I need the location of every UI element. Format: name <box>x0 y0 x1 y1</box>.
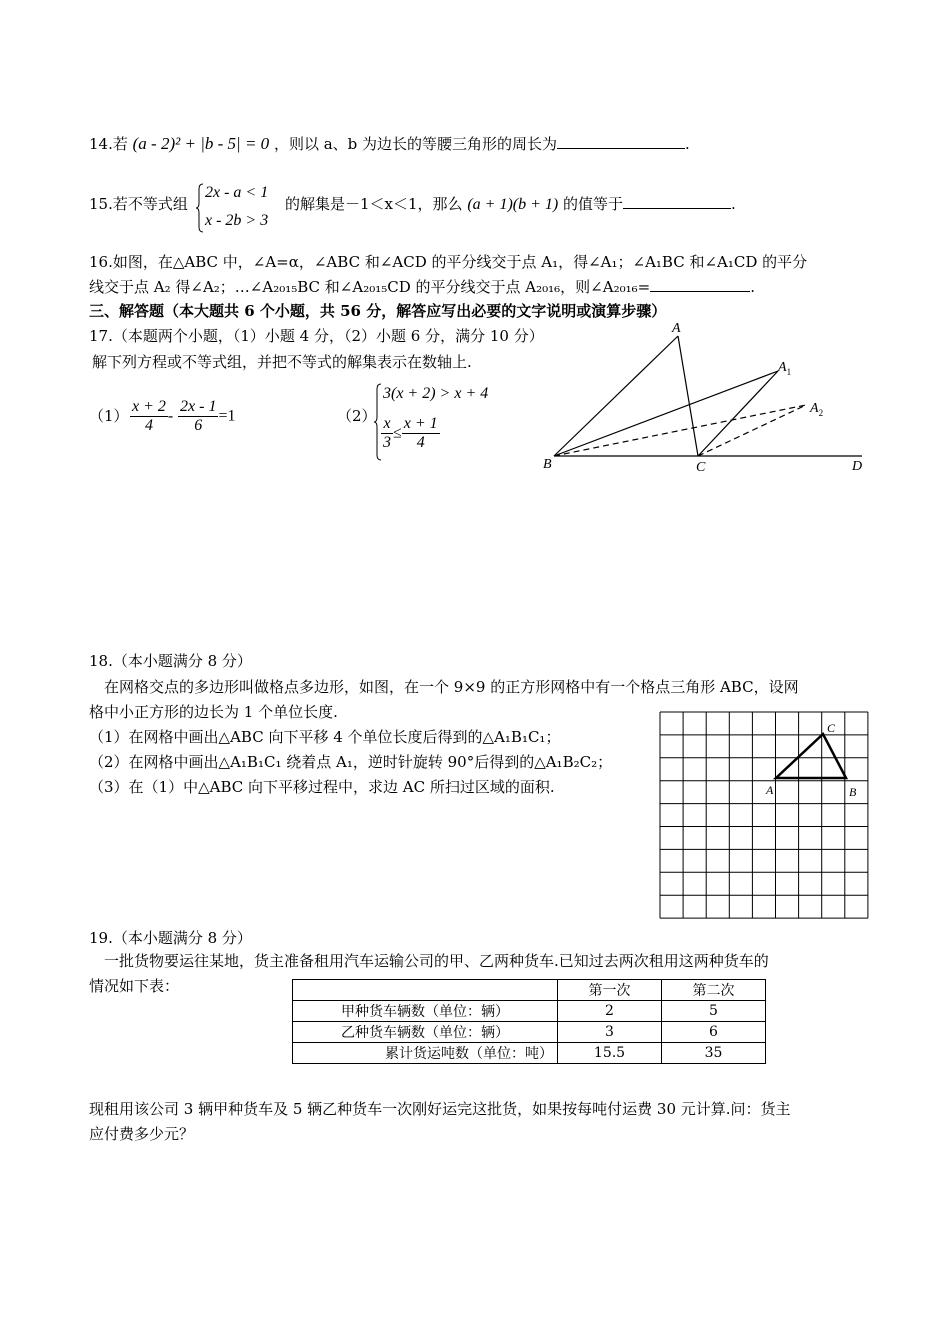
frac2-denominator: 6 <box>194 417 203 434</box>
question-16-line2 <box>89 276 755 297</box>
fraction-1 <box>130 398 168 435</box>
segment-CA2 <box>698 405 806 456</box>
fraction-x-over-3 <box>381 415 393 452</box>
q14-text: ，则以 a、b 为边长的等腰三角形的周长为 <box>273 135 558 153</box>
frac4-denominator: 4 <box>416 434 425 451</box>
table-cell: 35 <box>662 1043 766 1064</box>
q18-intro-line1: 在网格交点的多边形叫做格点多边形，如图，在一个 9×9 的正方形网格中有一个格点三角形 ABC，设网 <box>104 678 799 696</box>
equals-one: =1 <box>218 407 236 425</box>
table-header-cell <box>293 980 558 1001</box>
q16-answer-blank[interactable] <box>650 277 750 292</box>
table-header-row <box>293 980 766 1001</box>
q19-title: 19.（本小题满分 8 分） <box>89 929 252 947</box>
table-cell: 甲种货车辆数（单位：辆） <box>293 1001 558 1022</box>
label-B: B <box>543 457 552 472</box>
q15-prefix: 15.若不等式组 <box>89 195 188 213</box>
question-14 <box>89 133 690 154</box>
grid-label-A: A <box>766 783 774 797</box>
q18-subquestion-3: （3）在（1）中△ABC 向下平移过程中，求边 AC 所扫过区域的面积. <box>89 778 555 796</box>
q17-part1-label: （1） <box>89 407 129 425</box>
segment-BA <box>554 336 678 456</box>
q17-part1-equation <box>130 398 235 435</box>
q19-outro-line2: 应付费多少元？ <box>89 1125 195 1143</box>
table-cell: 6 <box>662 1022 766 1043</box>
label-C: C <box>696 460 706 475</box>
q15-end: . <box>731 195 736 213</box>
fraction-2 <box>178 398 218 435</box>
q15-mid: 的解集是－1＜x＜1，那么 <box>285 195 463 213</box>
q19-outro-line1: 现租用该公司 3 辆甲种货车及 5 辆乙种货车一次刚好运完这批货，如果按每吨付运费 30 元计算.问：货主 <box>89 1100 791 1118</box>
question-15-rest <box>285 193 736 214</box>
table-row <box>293 1022 766 1043</box>
q18-subquestion-2: （2）在网格中画出△A₁B₁C₁ 绕着点 A₁，逆时针旋转 90°后得到的△A₁B₂C₂； <box>89 753 613 771</box>
q16-line2: 线交于点 A₂ 得∠A₂；…∠A₂₀₁₅BC 和∠A₂₀₁₅CD 的平分线交于点 A₂₀₁₆，则∠A₂₀₁₆= <box>89 278 651 296</box>
q15-expression: (a + 1)(b + 1) <box>467 196 559 213</box>
q17-system-line1: 3(x + 2) > x + 4 <box>383 385 489 402</box>
label-A1: $A_1$ <box>778 360 792 377</box>
q15-system-line1: 2x - a < 1 <box>205 184 269 201</box>
table-header-cell: 第一次 <box>558 980 662 1001</box>
q17-title: 17.（本题两个小题，（1）小题 4 分，（2）小题 6 分，满分 10 分） <box>89 327 544 345</box>
segment-CA1 <box>698 371 778 456</box>
q18-title: 18.（本小题满分 8 分） <box>89 652 252 670</box>
q14-prefix: 14.若 <box>89 135 128 153</box>
q14-expression: (a - 2)² + |b - 5| = 0 <box>132 134 270 153</box>
minus-sign: - <box>167 407 174 425</box>
q14-end: . <box>685 135 690 153</box>
q15-answer-blank[interactable] <box>623 194 731 209</box>
frac3-denominator: 3 <box>383 434 391 451</box>
q15-text: 的值等于 <box>563 195 624 213</box>
q16-line1: 16.如图，在△ABC 中，∠A=α，∠ABC 和∠ACD 的平分线交于点 A₁，得∠A₁；∠A₁BC 和∠A₁CD 的平分 <box>89 253 808 271</box>
triangle-ABC <box>776 734 846 778</box>
table-cell: 3 <box>558 1022 662 1043</box>
q18-intro-line2: 格中小正方形的边长为 1 个单位长度. <box>89 703 338 721</box>
label-A: A <box>672 321 681 336</box>
q15-brace <box>196 183 204 233</box>
fraction-x-plus-1-over-4 <box>402 415 440 452</box>
segment-BA1 <box>554 371 778 456</box>
table-row <box>293 1043 766 1064</box>
frac3-numerator: x <box>381 415 393 434</box>
segment-BA2 <box>554 405 806 456</box>
frac1-numerator: x + 2 <box>132 398 166 415</box>
q19-intro-line1: 一批货物要运往某地，货主准备租用汽车运输公司的甲、乙两种货车.已知过去两次租用这两种货车的 <box>104 952 769 970</box>
truck-rental-table <box>292 979 766 1064</box>
frac1-denominator: 4 <box>144 417 153 434</box>
table-row <box>293 1001 766 1022</box>
q17-part2-label: （2） <box>337 407 377 425</box>
table-cell: 5 <box>662 1001 766 1022</box>
table-header-cell: 第二次 <box>662 980 766 1001</box>
q16-end: . <box>750 278 755 296</box>
less-equal-sign: ≤ <box>393 424 402 442</box>
triangle-bisector-figure <box>540 318 870 478</box>
grid-figure <box>658 710 874 920</box>
section-3-heading: 三、解答题（本大题共 6 个小题，共 56 分，解答应写出必要的文字说明或演算步骤） <box>89 302 667 320</box>
frac2-numerator: 2x - 1 <box>180 398 217 415</box>
table-cell: 乙种货车辆数（单位：辆） <box>293 1022 558 1043</box>
q17-system-line2 <box>381 415 440 452</box>
label-D: D <box>852 459 863 474</box>
label-A2: $A_2$ <box>810 401 824 418</box>
q14-answer-blank[interactable] <box>557 134 685 149</box>
q17-description: 解下列方程或不等式组，并把不等式的解集表示在数轴上. <box>92 353 472 371</box>
frac4-numerator: x + 1 <box>403 415 438 432</box>
grid-label-C: C <box>827 721 836 735</box>
table-cell: 15.5 <box>558 1043 662 1064</box>
segment-AC <box>678 336 698 456</box>
table-cell: 累计货运吨数（单位：吨） <box>293 1043 558 1064</box>
q15-system-line2: x - 2b > 3 <box>205 212 269 229</box>
grid-label-B: B <box>849 785 857 799</box>
table-cell: 2 <box>558 1001 662 1022</box>
q18-subquestion-1: （1）在网格中画出△ABC 向下平移 4 个单位长度后得到的△A₁B₁C₁； <box>89 728 561 746</box>
q19-intro-line2: 情况如下表： <box>89 977 180 995</box>
grid-lines <box>660 712 868 918</box>
